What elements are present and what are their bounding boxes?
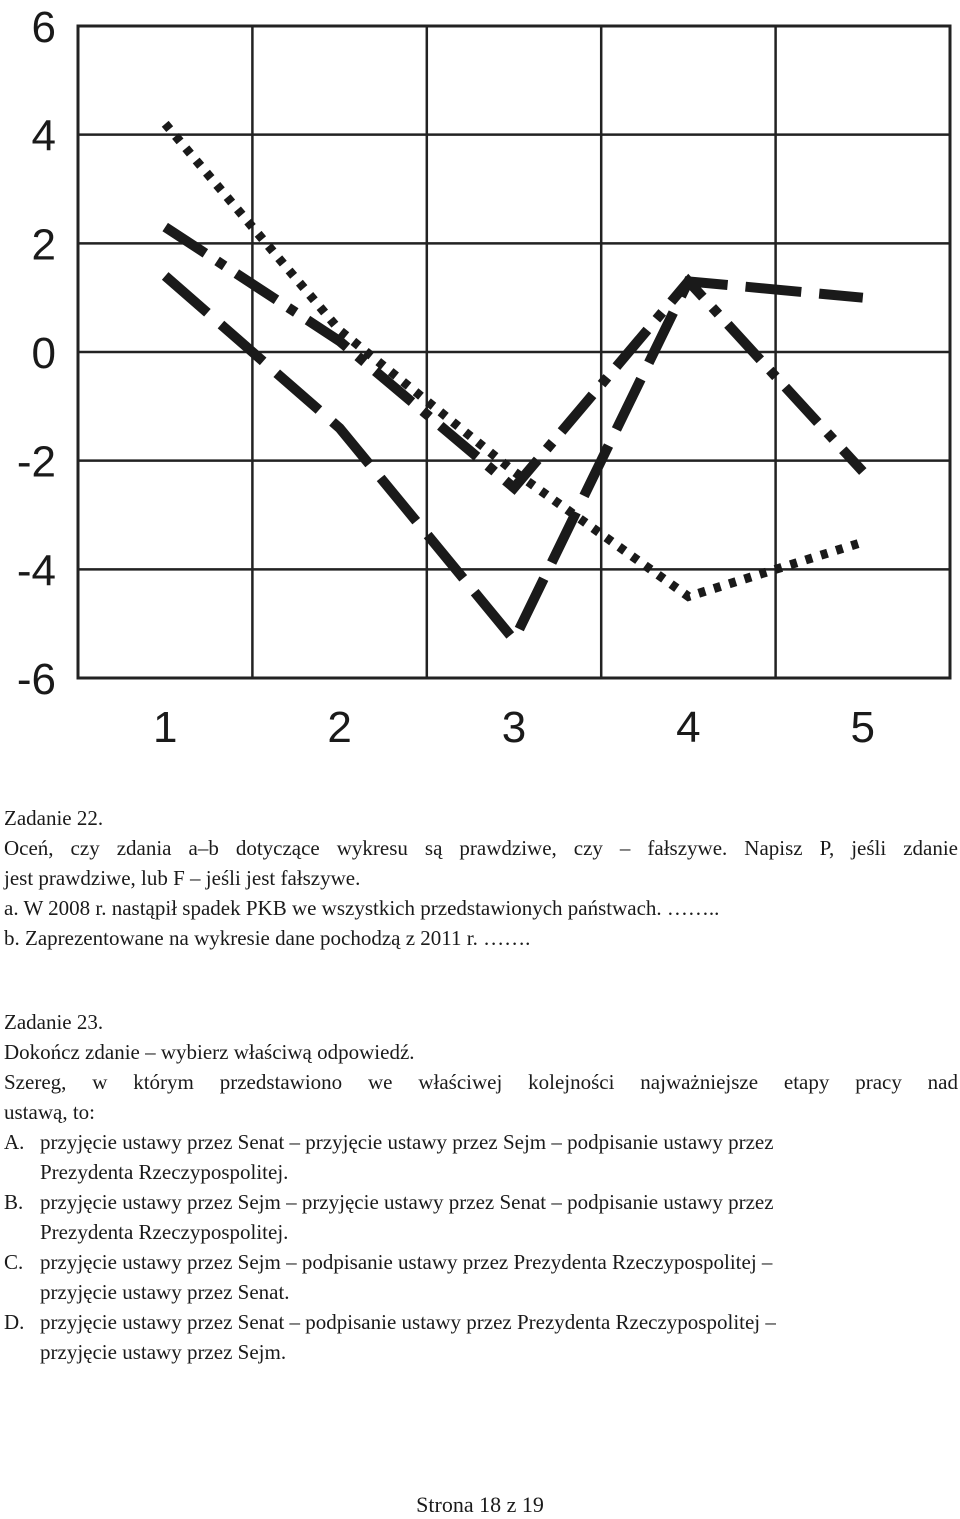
page-number: Strona 18 z 19 [416,1492,544,1517]
answer-option-a [4,1127,958,1187]
task-23-title: Zadanie 23. [4,1010,104,1034]
y-tick-label: 6 [31,3,56,52]
task-22-statement-b: b. Zaprezentowane na wykresie dane pochodzą z 2011 r. ……. [4,926,531,950]
task-23 [4,1007,958,1367]
task-22-instruction: Oceń, czy zdania a–b dotyczące wykresu są prawdziwe, czy – fałszywe. Napisz P, jeśli zdanie [4,836,958,860]
y-tick-label: 2 [31,220,56,270]
option-text-line2: przyjęcie ustawy przez Sejm. [40,1340,287,1364]
x-tick-label: 3 [501,703,527,752]
task-22 [4,803,958,953]
option-text-line2: przyjęcie ustawy przez Senat. [40,1280,290,1304]
option-text-line1: przyjęcie ustawy przez Senat – podpisanie ustawy przez Prezydenta Rzeczypospolitej – [40,1310,776,1334]
x-tick-label: 5 [850,703,876,752]
option-text-line1: przyjęcie ustawy przez Senat – przyjęcie ustawy przez Sejm – podpisanie ustawy przez [40,1130,774,1154]
option-text-line1: przyjęcie ustawy przez Sejm – przyjęcie ustawy przez Senat – podpisanie ustawy przez [40,1190,774,1214]
option-text-line2: Prezydenta Rzeczypospolitej. [40,1160,289,1184]
task-23-instruction: Dokończ zdanie – wybierz właściwą odpowiedź. [4,1040,415,1064]
y-tick-label: -6 [16,655,56,704]
task-22-title: Zadanie 22. [4,806,104,830]
y-tick-label: 0 [31,329,56,378]
x-tick-label: 4 [676,703,701,752]
answer-option-b [4,1187,958,1247]
y-tick-label: -2 [16,437,56,487]
task-22-instruction-cont: jest prawdziwe, lub F – jeśli jest fałszywe. [4,866,361,890]
option-text-line1: przyjęcie ustawy przez Sejm – podpisanie ustawy przez Prezydenta Rzeczypospolitej – [40,1250,773,1274]
y-tick-label: 4 [31,111,56,161]
x-axis-ticks [153,703,875,752]
answer-option-c [4,1247,958,1307]
task-22-statement-a: a. W 2008 r. nastąpił spadek PKB we wszystkich przedstawionych państwach. …….. [4,896,720,920]
option-letter: A. [4,1130,25,1154]
answer-option-d [4,1307,958,1367]
series-line-2 [165,227,863,488]
series-line-3 [165,276,863,640]
chart-grid [78,26,950,678]
y-tick-label: -4 [16,546,56,596]
option-letter: B. [4,1190,24,1214]
option-letter: C. [4,1250,24,1274]
task-23-question: Szereg, w którym przedstawiono we właściwej kolejności najważniejsze etapy pracy nad [4,1070,958,1094]
chart-series [165,124,863,640]
task-23-question-cont: ustawą, to: [4,1100,95,1124]
option-letter: D. [4,1310,25,1334]
x-tick-label: 1 [152,703,178,752]
y-axis-ticks [17,3,56,704]
option-text-line2: Prezydenta Rzeczypospolitej. [40,1220,289,1244]
x-tick-label: 2 [327,703,352,752]
